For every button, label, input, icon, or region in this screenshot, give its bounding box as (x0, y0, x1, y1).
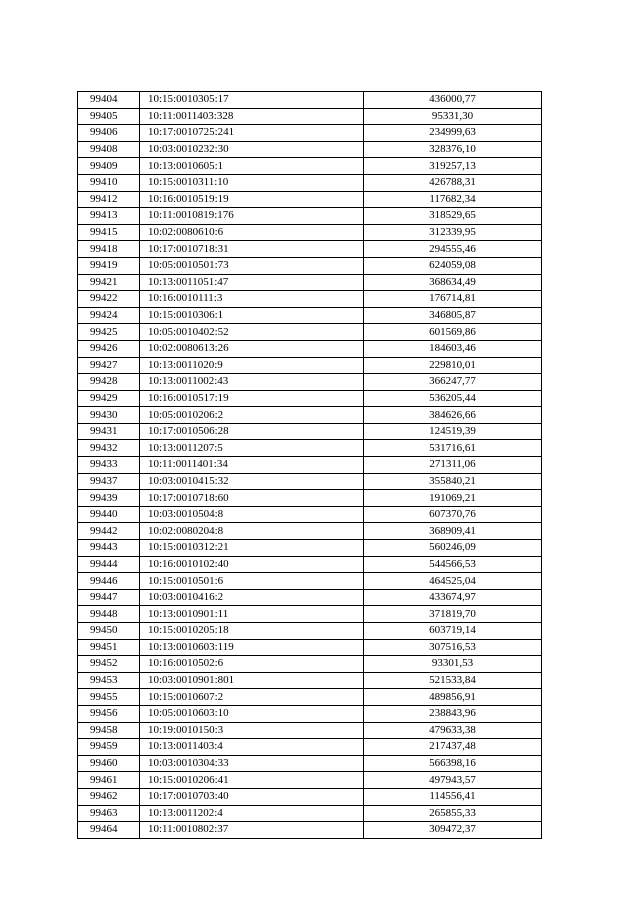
amount-cell: 318529,65 (364, 208, 542, 225)
row-id-cell: 99463 (78, 805, 140, 822)
amount-cell: 234999,63 (364, 125, 542, 142)
amount-cell: 531716,61 (364, 440, 542, 457)
row-id-cell: 99410 (78, 174, 140, 191)
table-row (78, 656, 542, 673)
cadastral-code-cell: 10:15:0010305:17 (140, 92, 364, 109)
cadastral-code-cell: 10:13:0010901:11 (140, 606, 364, 623)
cadastral-code-cell: 10:13:0011202:4 (140, 805, 364, 822)
table-row (78, 540, 542, 557)
amount-cell: 309472,37 (364, 822, 542, 839)
amount-cell: 560246,09 (364, 540, 542, 557)
table-row (78, 639, 542, 656)
row-id-cell: 99412 (78, 191, 140, 208)
cadastral-code-cell: 10:13:0011207:5 (140, 440, 364, 457)
table-row (78, 722, 542, 739)
table-row (78, 440, 542, 457)
row-id-cell: 99432 (78, 440, 140, 457)
cadastral-code-cell: 10:15:0010205:18 (140, 623, 364, 640)
table-row (78, 506, 542, 523)
table-row (78, 92, 542, 109)
table-row (78, 141, 542, 158)
amount-cell: 489856,91 (364, 689, 542, 706)
row-id-cell: 99459 (78, 739, 140, 756)
cadastral-code-cell: 10:17:0010718:31 (140, 241, 364, 258)
amount-cell: 366247,77 (364, 374, 542, 391)
cadastral-code-cell: 10:15:0010312:21 (140, 540, 364, 557)
table-row (78, 307, 542, 324)
table-row (78, 805, 542, 822)
amount-cell: 265855,33 (364, 805, 542, 822)
row-id-cell: 99461 (78, 772, 140, 789)
amount-cell: 191069,21 (364, 490, 542, 507)
row-id-cell: 99413 (78, 208, 140, 225)
cadastral-code-cell: 10:17:0010718:60 (140, 490, 364, 507)
row-id-cell: 99426 (78, 340, 140, 357)
row-id-cell: 99433 (78, 457, 140, 474)
cadastral-code-cell: 10:13:0011020:9 (140, 357, 364, 374)
table-row (78, 457, 542, 474)
table-row (78, 423, 542, 440)
cadastral-code-cell: 10:03:0010232:30 (140, 141, 364, 158)
cadastral-code-cell: 10:03:0010901:801 (140, 672, 364, 689)
table-row (78, 390, 542, 407)
table-row (78, 108, 542, 125)
table-row (78, 324, 542, 341)
row-id-cell: 99439 (78, 490, 140, 507)
row-id-cell: 99444 (78, 556, 140, 573)
row-id-cell: 99447 (78, 589, 140, 606)
table-row (78, 689, 542, 706)
row-id-cell: 99406 (78, 125, 140, 142)
amount-cell: 176714,81 (364, 291, 542, 308)
row-id-cell: 99429 (78, 390, 140, 407)
amount-cell: 319257,13 (364, 158, 542, 175)
row-id-cell: 99427 (78, 357, 140, 374)
amount-cell: 307516,53 (364, 639, 542, 656)
row-id-cell: 99425 (78, 324, 140, 341)
amount-cell: 184603,46 (364, 340, 542, 357)
amount-cell: 368909,41 (364, 523, 542, 540)
table-row (78, 174, 542, 191)
cadastral-code-cell: 10:15:0010501:6 (140, 573, 364, 590)
row-id-cell: 99448 (78, 606, 140, 623)
cadastral-code-cell: 10:13:0010603:119 (140, 639, 364, 656)
amount-cell: 464525,04 (364, 573, 542, 590)
table-row (78, 125, 542, 142)
row-id-cell: 99460 (78, 755, 140, 772)
table-row (78, 224, 542, 241)
table-row (78, 407, 542, 424)
cadastral-code-cell: 10:16:0010519:19 (140, 191, 364, 208)
table-row (78, 772, 542, 789)
cadastral-code-cell: 10:15:0010206:41 (140, 772, 364, 789)
cadastral-code-cell: 10:03:0010304:33 (140, 755, 364, 772)
amount-cell: 436000,77 (364, 92, 542, 109)
amount-cell: 95331,30 (364, 108, 542, 125)
amount-cell: 521533,84 (364, 672, 542, 689)
table-row (78, 158, 542, 175)
table-row (78, 672, 542, 689)
amount-cell: 229810,01 (364, 357, 542, 374)
table-row (78, 573, 542, 590)
amount-cell: 238843,96 (364, 705, 542, 722)
amount-cell: 607370,76 (364, 506, 542, 523)
amount-cell: 479633,38 (364, 722, 542, 739)
cadastral-code-cell: 10:11:0011401:34 (140, 457, 364, 474)
cadastral-code-cell: 10:13:0010605:1 (140, 158, 364, 175)
table-row (78, 208, 542, 225)
table-row (78, 822, 542, 839)
amount-cell: 368634,49 (364, 274, 542, 291)
cadastral-code-cell: 10:16:0010111:3 (140, 291, 364, 308)
row-id-cell: 99453 (78, 672, 140, 689)
amount-cell: 93301,53 (364, 656, 542, 673)
table-row (78, 274, 542, 291)
row-id-cell: 99440 (78, 506, 140, 523)
row-id-cell: 99456 (78, 705, 140, 722)
amount-cell: 497943,57 (364, 772, 542, 789)
document-page (77, 91, 541, 839)
cadastral-code-cell: 10:05:0010402:52 (140, 324, 364, 341)
row-id-cell: 99415 (78, 224, 140, 241)
cadastral-code-cell: 10:16:0010102:40 (140, 556, 364, 573)
amount-cell: 601569,86 (364, 324, 542, 341)
cadastral-code-cell: 10:05:0010501:73 (140, 257, 364, 274)
row-id-cell: 99422 (78, 291, 140, 308)
row-id-cell: 99451 (78, 639, 140, 656)
cadastral-code-cell: 10:13:0011403:4 (140, 739, 364, 756)
table-body (78, 92, 542, 839)
cadastral-code-cell: 10:17:0010506:28 (140, 423, 364, 440)
cadastral-code-cell: 10:03:0010415:32 (140, 473, 364, 490)
cadastral-code-cell: 10:05:0010603:10 (140, 705, 364, 722)
table-row (78, 705, 542, 722)
table-row (78, 739, 542, 756)
amount-cell: 346805,87 (364, 307, 542, 324)
amount-cell: 566398,16 (364, 755, 542, 772)
row-id-cell: 99419 (78, 257, 140, 274)
table-row (78, 340, 542, 357)
cadastral-code-cell: 10:19:0010150:3 (140, 722, 364, 739)
row-id-cell: 99404 (78, 92, 140, 109)
row-id-cell: 99431 (78, 423, 140, 440)
cadastral-code-cell: 10:03:0010416:2 (140, 589, 364, 606)
cadastral-code-cell: 10:15:0010607:2 (140, 689, 364, 706)
row-id-cell: 99430 (78, 407, 140, 424)
cadastral-code-cell: 10:13:0011051:47 (140, 274, 364, 291)
amount-cell: 217437,48 (364, 739, 542, 756)
row-id-cell: 99424 (78, 307, 140, 324)
row-id-cell: 99458 (78, 722, 140, 739)
row-id-cell: 99409 (78, 158, 140, 175)
amount-cell: 371819,70 (364, 606, 542, 623)
row-id-cell: 99405 (78, 108, 140, 125)
row-id-cell: 99450 (78, 623, 140, 640)
amount-cell: 294555,46 (364, 241, 542, 258)
table-row (78, 606, 542, 623)
row-id-cell: 99428 (78, 374, 140, 391)
table-row (78, 556, 542, 573)
cadastral-code-cell: 10:13:0011002:43 (140, 374, 364, 391)
amount-cell: 328376,10 (364, 141, 542, 158)
table-row (78, 473, 542, 490)
table-row (78, 623, 542, 640)
cadastral-code-cell: 10:11:0011403:328 (140, 108, 364, 125)
amount-cell: 603719,14 (364, 623, 542, 640)
amount-cell: 117682,34 (364, 191, 542, 208)
cadastral-code-cell: 10:16:0010517:19 (140, 390, 364, 407)
amount-cell: 355840,21 (364, 473, 542, 490)
row-id-cell: 99437 (78, 473, 140, 490)
amount-cell: 114556,41 (364, 788, 542, 805)
amount-cell: 384626,66 (364, 407, 542, 424)
amount-cell: 271311,06 (364, 457, 542, 474)
table-row (78, 523, 542, 540)
cadastral-code-cell: 10:11:0010819:176 (140, 208, 364, 225)
table-row (78, 788, 542, 805)
table-row (78, 241, 542, 258)
cadastral-code-cell: 10:11:0010802:37 (140, 822, 364, 839)
cadastral-code-cell: 10:15:0010306:1 (140, 307, 364, 324)
amount-cell: 536205,44 (364, 390, 542, 407)
row-id-cell: 99421 (78, 274, 140, 291)
cadastral-code-cell: 10:05:0010206:2 (140, 407, 364, 424)
cadastral-code-cell: 10:17:0010703:40 (140, 788, 364, 805)
cadastral-code-cell: 10:17:0010725:241 (140, 125, 364, 142)
row-id-cell: 99408 (78, 141, 140, 158)
data-table (77, 91, 542, 839)
row-id-cell: 99446 (78, 573, 140, 590)
amount-cell: 124519,39 (364, 423, 542, 440)
cadastral-code-cell: 10:16:0010502:6 (140, 656, 364, 673)
row-id-cell: 99462 (78, 788, 140, 805)
row-id-cell: 99443 (78, 540, 140, 557)
row-id-cell: 99442 (78, 523, 140, 540)
row-id-cell: 99464 (78, 822, 140, 839)
cadastral-code-cell: 10:02:0080610:6 (140, 224, 364, 241)
table-row (78, 374, 542, 391)
table-row (78, 291, 542, 308)
table-row (78, 490, 542, 507)
row-id-cell: 99418 (78, 241, 140, 258)
amount-cell: 544566,53 (364, 556, 542, 573)
table-row (78, 191, 542, 208)
row-id-cell: 99455 (78, 689, 140, 706)
amount-cell: 433674,97 (364, 589, 542, 606)
table-row (78, 755, 542, 772)
amount-cell: 426788,31 (364, 174, 542, 191)
table-row (78, 357, 542, 374)
cadastral-code-cell: 10:03:0010504:8 (140, 506, 364, 523)
table-row (78, 257, 542, 274)
table-row (78, 589, 542, 606)
cadastral-code-cell: 10:02:0080204:8 (140, 523, 364, 540)
cadastral-code-cell: 10:02:0080613:26 (140, 340, 364, 357)
amount-cell: 624059,08 (364, 257, 542, 274)
amount-cell: 312339,95 (364, 224, 542, 241)
row-id-cell: 99452 (78, 656, 140, 673)
cadastral-code-cell: 10:15:0010311:10 (140, 174, 364, 191)
